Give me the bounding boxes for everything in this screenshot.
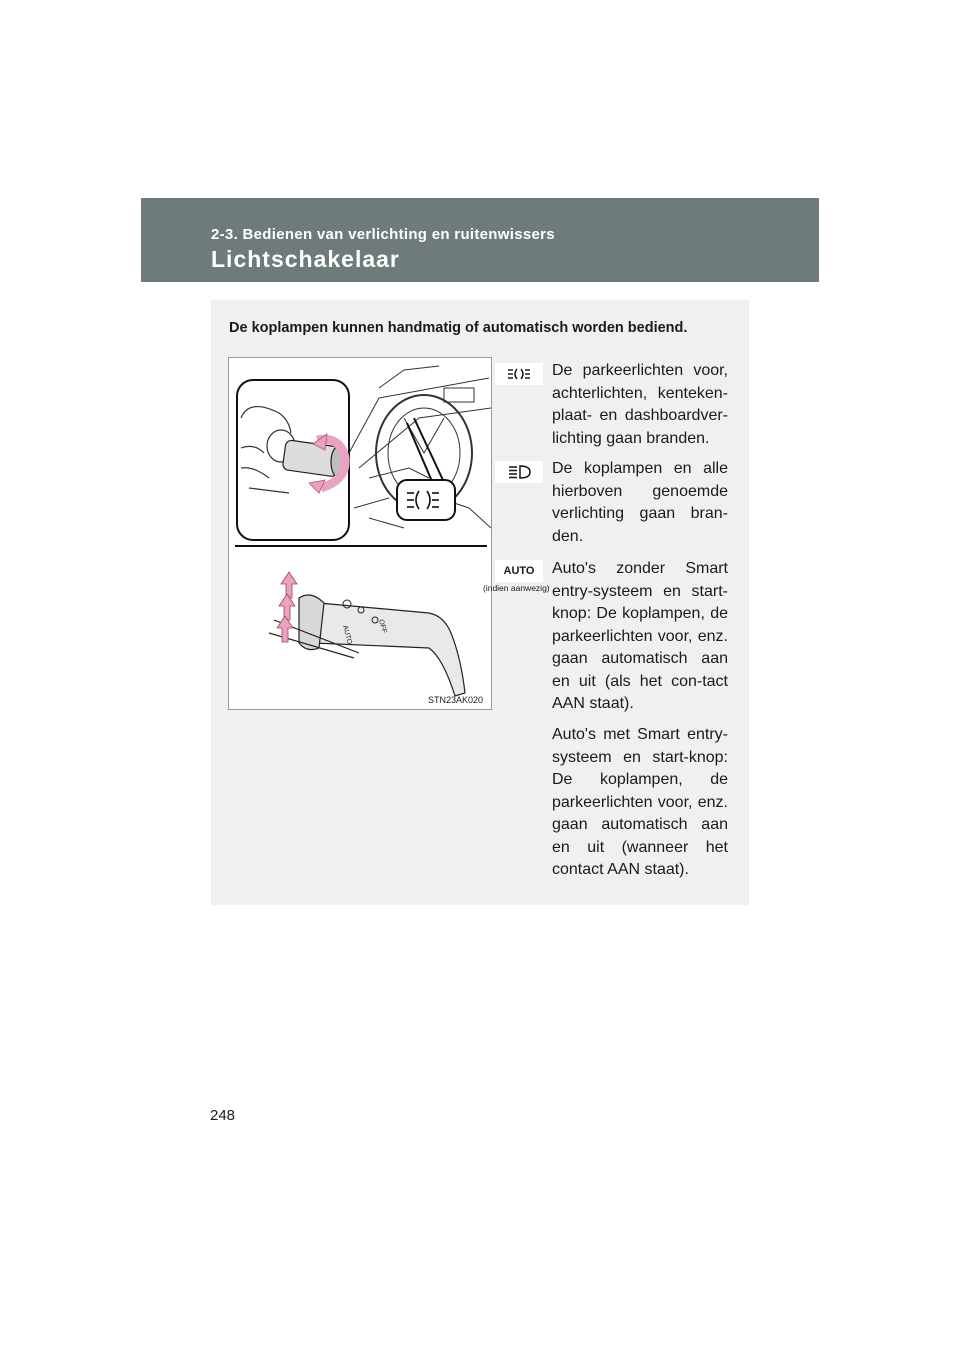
figure-code: STN23AK020 bbox=[427, 695, 483, 705]
parking-light-icon bbox=[495, 363, 543, 385]
content-panel bbox=[211, 300, 749, 905]
page-number: 248 bbox=[210, 1107, 236, 1124]
optional-note: (indien aanwezig) bbox=[483, 583, 550, 593]
svg-text:AUTO: AUTO bbox=[341, 624, 353, 646]
switch-drawing bbox=[229, 358, 491, 709]
auto-desc-with-smart-entry: Auto's met Smart entry-systeem en start-knop: De koplampen, de parkeerlichten voor, enz. gaan automatisch aan en uit (wanneer het contact AAN staat). bbox=[552, 726, 728, 878]
headlight-desc: De koplampen en alle hierboven genoemde verlichting gaan bran-den. bbox=[552, 460, 728, 545]
auto-mode-icon: AUTO bbox=[495, 560, 543, 582]
page-title: Lichtschakelaar bbox=[211, 246, 400, 272]
section-header bbox=[141, 198, 819, 282]
headlight-icon bbox=[495, 461, 543, 483]
svg-text:OFF: OFF bbox=[377, 618, 388, 635]
auto-desc-without-smart-entry: Auto's zonder Smart entry-systeem en start-knop: De koplampen, de parkeerlichten voor, enz. gaan automatisch aan en uit (als het con-tact AAN staat). bbox=[552, 560, 728, 712]
intro-text: De koplampen kunnen handmatig of automatisch worden bediend. bbox=[229, 320, 688, 336]
parking-light-desc: De parkeerlichten voor, achterlichten, kenteken-plaat- en dashboardver-lichting gaan branden. bbox=[552, 362, 728, 447]
section-label: 2-3. Bedienen van verlichting en ruitenwissers bbox=[211, 226, 555, 243]
light-switch-illustration bbox=[228, 357, 492, 710]
